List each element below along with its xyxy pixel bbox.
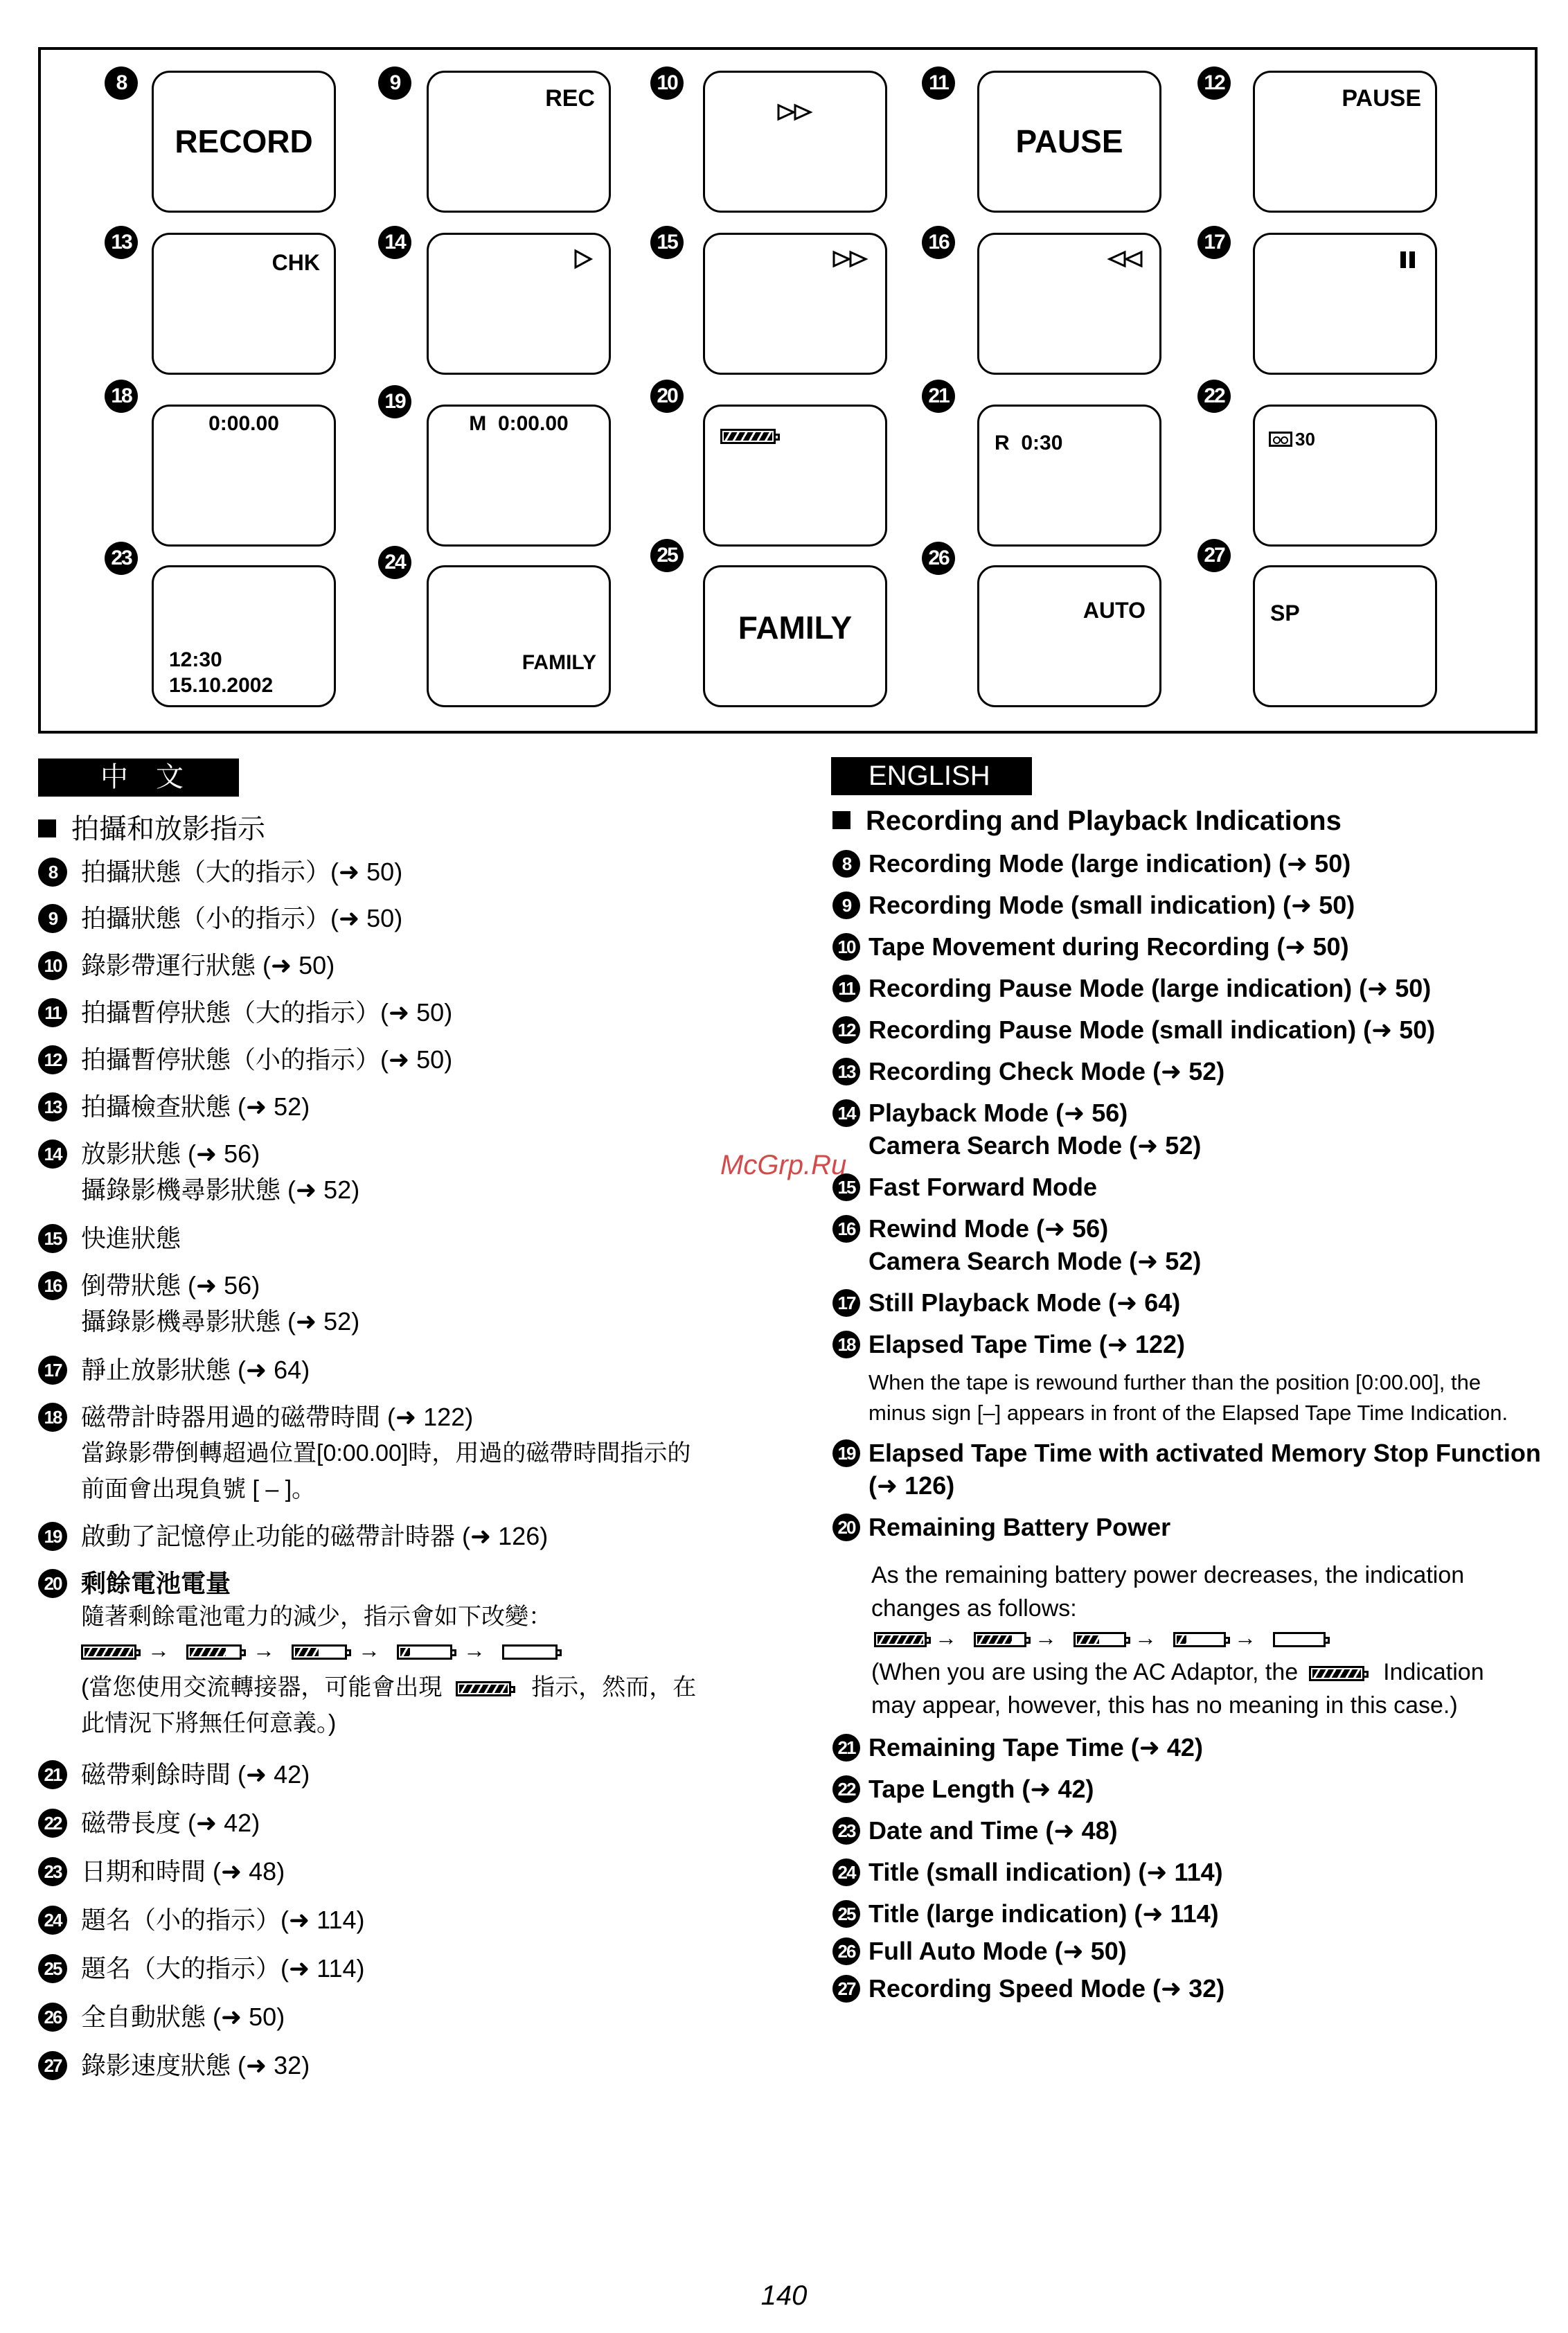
watermark-text: McGrp.Ru — [720, 1150, 847, 1180]
battery-sequence: → → → → — [81, 1640, 580, 1665]
note-text: As the remaining battery power decreases, the indication — [871, 1562, 1465, 1588]
note-text: 前面會出現負號 [ – ]。 — [81, 1476, 316, 1502]
section-heading-english — [832, 806, 1342, 837]
callout-number: 17 — [1197, 226, 1231, 259]
note-text: may appear, however, this has no meaning in this case.) — [871, 1692, 1458, 1719]
screen-battery — [703, 405, 887, 547]
rewind-icon — [1105, 250, 1144, 272]
callout-number: 10 — [650, 66, 684, 100]
screen-tape-length — [1253, 405, 1437, 547]
battery-icon — [974, 1632, 1026, 1647]
note-text: 隨著剩餘電池電力的減少，指示會如下改變： — [81, 1604, 552, 1630]
screen-elapsed-time — [152, 405, 336, 547]
screen-recording-small — [427, 71, 611, 213]
note-text: (當您使用交流轉接器，可能會出現 指示，然而，在 — [81, 1674, 697, 1701]
callout-number: 20 — [650, 380, 684, 413]
callout-number: 25 — [650, 539, 684, 572]
battery-icon — [456, 1681, 511, 1696]
screen-date-time — [152, 565, 336, 707]
note-text: 此情況下將無任何意義。) — [81, 1710, 337, 1737]
sp-label: SP — [1270, 601, 1300, 626]
note-text: When the tape is rewound further than the position [0:00.00], the — [868, 1370, 1481, 1394]
screen-pause-large — [977, 71, 1161, 213]
screen-still-playback — [1253, 233, 1437, 375]
callout-number: 16 — [922, 226, 955, 259]
screen-rewind — [977, 233, 1161, 375]
callout-number: 27 — [1197, 539, 1231, 572]
date-text: 15.10.2002 — [169, 674, 274, 697]
callout-number: 13 — [105, 226, 138, 259]
battery-icon — [1073, 1632, 1126, 1647]
language-label-chinese: 中 文 — [38, 759, 239, 797]
battery-icon — [874, 1632, 927, 1647]
screen-recording-speed — [1253, 565, 1437, 707]
battery-icon — [397, 1644, 452, 1660]
callout-number: 24 — [378, 546, 411, 579]
callout-number: 14 — [378, 226, 411, 259]
callout-number: 22 — [1197, 380, 1231, 413]
callout-number: 8 — [105, 66, 138, 100]
screen-title-small — [427, 565, 611, 707]
title-large-label: FAMILY — [738, 610, 853, 646]
callout-number: 12 — [1197, 66, 1231, 100]
auto-label: AUTO — [1083, 598, 1146, 623]
rec-label: REC — [545, 85, 595, 112]
battery-icon — [81, 1644, 136, 1660]
callout-number: 23 — [105, 542, 138, 575]
battery-icon — [502, 1644, 558, 1660]
screen-title-large — [703, 565, 887, 707]
callout-number: 9 — [378, 66, 411, 100]
heading-text: 拍攝和放影指示 — [71, 814, 265, 844]
screen-playback — [427, 233, 611, 375]
date-time-readout — [169, 647, 273, 698]
screen-pause-small — [1253, 71, 1437, 213]
note-text: (When you are using the AC Adaptor, the Indication — [871, 1659, 1484, 1685]
note-text: minus sign [–] appears in front of the Elapsed Tape Time Indication. — [868, 1401, 1508, 1425]
screen-check — [152, 233, 336, 375]
screen-fast-forward — [703, 233, 887, 375]
cassette-icon — [1269, 432, 1292, 447]
fast-forward-icon — [831, 250, 870, 272]
record-label: RECORD — [175, 123, 313, 159]
indication-panel — [38, 47, 1538, 734]
battery-icon — [186, 1644, 242, 1660]
time-text: 12:30 — [169, 648, 222, 671]
fast-forward-icon — [705, 103, 885, 125]
play-icon — [573, 249, 594, 273]
note-text: changes as follows: — [871, 1595, 1077, 1622]
battery-icon — [720, 429, 776, 444]
section-heading-chinese — [38, 807, 265, 846]
callout-number: 18 — [105, 380, 138, 413]
screen-memory-stop — [427, 405, 611, 547]
heading-text: Recording and Playback Indications — [866, 806, 1342, 836]
elapsed-time-readout: 0:00.00 — [208, 412, 279, 435]
screen-remaining-time — [977, 405, 1161, 547]
pause-label: PAUSE — [1015, 123, 1123, 159]
screen-recording-large — [152, 71, 336, 213]
pause-icon — [1399, 250, 1417, 273]
battery-icon — [292, 1644, 347, 1660]
battery-icon — [1173, 1632, 1226, 1647]
pause-label: PAUSE — [1342, 85, 1421, 112]
callout-number: 21 — [922, 380, 955, 413]
callout-number: 19 — [378, 385, 411, 418]
note-text: 當錄影帶倒轉超過位置[0:00.00]時，用過的磁帶時間指示的 — [81, 1440, 691, 1466]
battery-sequence: → → → → — [874, 1628, 1359, 1651]
callout-number: 26 — [922, 542, 955, 575]
callout-number: 15 — [650, 226, 684, 259]
chk-label: CHK — [271, 250, 320, 275]
battery-icon — [1309, 1666, 1364, 1681]
memory-time-readout: M 0:00.00 — [469, 412, 569, 435]
page-number: 140 — [760, 2280, 808, 2311]
language-label-english: ENGLISH — [831, 757, 1032, 795]
callout-number: 11 — [922, 66, 955, 100]
screen-full-auto — [977, 565, 1161, 707]
title-small-label: FAMILY — [522, 651, 596, 674]
battery-icon — [1273, 1632, 1326, 1647]
screen-tape-movement — [703, 71, 887, 213]
remaining-time-readout: R 0:30 — [995, 432, 1063, 454]
tape-length-readout: 30 — [1295, 429, 1315, 450]
